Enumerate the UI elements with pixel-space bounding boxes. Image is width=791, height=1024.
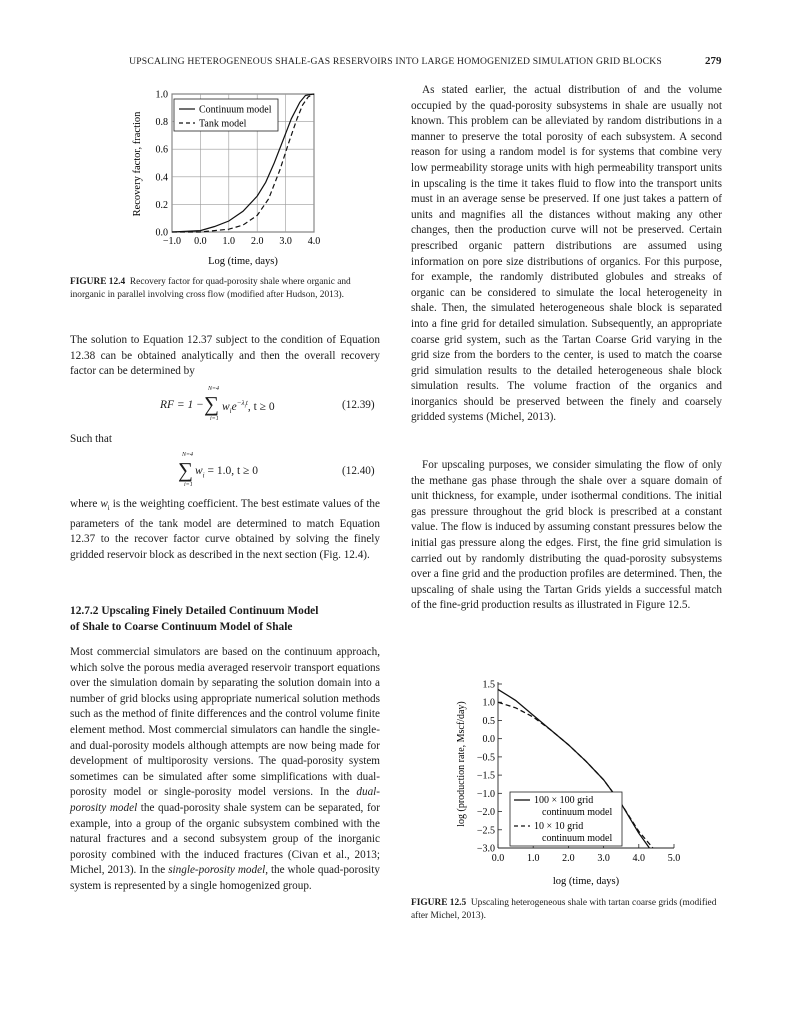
y-tick-label: −2.0	[476, 807, 495, 819]
figure-12-4-chart	[128, 84, 333, 269]
y-tick-label: 0.8	[155, 117, 168, 129]
caption-text: Upscaling heterogeneous shale with tartan coarse grids (modified after Michel, 2013).	[411, 898, 717, 921]
x-axis-label: Log (time, days)	[208, 256, 278, 267]
caption-text: Recovery factor for quad-porosity shale where organic and inorganic in parallel involving cross flow (modified after Hudson, 2013).	[70, 277, 351, 300]
left-paragraph-1: The solution to Equation 12.37 subject to the condition of Equation 12.38 can be obtained analytically and then the overall recovery factor can be determined by	[70, 334, 380, 378]
left-paragraph-2: where $w_i$ is the weighting coefficient. The best estimate values of the parameters of the tank model are determined to match Equation 12.37 to the recover factor curve obtained by solving the finely gridded reservoir block as described in the next section (Fig. 12.4).	[70, 498, 380, 562]
legend-label-coarse-grid: 10 × 10 grid continuum model	[534, 821, 613, 844]
running-header: UPSCALING HETEROGENEOUS SHALE-GAS RESERVOIRS INTO LARGE HOMOGENIZED SIMULATION GRID BLOCKS	[129, 56, 662, 67]
x-tick-label: 0.0	[491, 853, 505, 864]
y-tick-label: 0.0	[482, 734, 495, 746]
x-tick-label: 4.0	[307, 236, 321, 247]
y-axis-label: Recovery factor, fraction	[132, 111, 143, 217]
y-tick-label: −2.5	[476, 825, 495, 837]
equation-12-39: RF = 1 − N=4 ∑ i=1 $w_ie^{-\lambda_it}$, t ≥ 0 (12.39)	[160, 386, 375, 422]
equation-number-12-40: (12.40)	[342, 465, 375, 477]
x-tick-label: 3.0	[279, 236, 292, 247]
x-tick-label: 1.0	[222, 236, 236, 247]
y-tick-label: −1.5	[476, 770, 495, 782]
right-paragraph-2: For upscaling purposes, we consider simulating the flow of only the methane gas phase through the shale over a square domain of unit thickness, for example, under isothermal conditions. The initial gas pressure throughout the grid block is prescribed at a constant value. The flow is induced by assuming constant pressures below the initial gas pressure along the edges. First, the fine grid simulation is carried out by randomly distributing the quad-porosity subsystems over a fine grid and the production profiles are determined. Then, the upscaling of shale using the Tartan Grids yields a successful match of the fine-grid production results as illustrated in Figure 12.5.	[411, 459, 722, 612]
left-paragraph-3: Most commercial simulators are based on the continuum approach, which solve the porous media averaged reservoir transport equations over the simulation domain by separating the solution domain into a number of grid blocks using appropriate numerical solution methods such as the method of finite differences and the control volume finite element method. Most commercial simulators can handle the single- and dual-porosity models although attempts are now being made for development of multiporosity versions. The quad-porosity system sometimes can be simulated after some simplifications with dual-porosity model or single-porosity model versions. In the dual-porosity model the quad-porosity shale system can be separated, for example, into a group of the organic subsystem combined with the natural fractures and a second subsystem group of the inorganic porosity combined with the induced fractures (Civan et al., 2013; Michel, 2013). In the single-porosity model, the whole quad-porosity system is represented by a single homogenized group.	[70, 646, 380, 892]
right-paragraph-1: As stated earlier, the actual distribution of and the volume occupied by the quad-porosity subsystems in shale are usually not known. This problem can be alleviated by random distributions in a manner to preserve the total porosity of each subsystem. A second reason for using a random model is for systems that combine very low permeability storage units with high permeability transport units in upscaling is the time it takes fluid to flow into the transport units must in an average sense be preserved. If one just takes a pattern of units and magnifies all the distances without making any other changes, then the production curve will not be preserved. Certain prescribed organic pattern distributions are assumed using information on pore size distributions of organics. For this purpose, for example, the randomly distributed globules and streaks of organic can be considered to simulate the local heterogeneity in shale. Then, the simulated heterogeneous shale block is separated into a fine grid for detailed simulation. Subsequently, an appropriate coarse grid system, such as the Tartan Coarse Grid varying in the grid size from the borders to the center, is used to match the coarse grid simulation results to the detailed heterogeneous shale block simulation results. The volume fraction of the organics and inorganics should be preserved between the finely and coarsely gridded systems (Michel, 2013).	[411, 84, 722, 424]
x-tick-label: 2.0	[250, 236, 264, 247]
y-tick-label: −1.0	[476, 788, 495, 800]
y-tick-label: −3.0	[476, 843, 495, 855]
y-tick-label: −0.5	[476, 752, 495, 764]
x-tick-label: 5.0	[667, 853, 681, 864]
figure-12-5-caption	[411, 897, 722, 922]
figure-12-5-chart	[452, 672, 684, 890]
y-tick-label: 1.0	[482, 697, 495, 709]
page-number: 279	[705, 55, 722, 67]
y-tick-label: 1.5	[482, 679, 495, 691]
legend-label-continuum: Continuum model	[199, 104, 272, 116]
y-tick-label: 0.4	[155, 172, 168, 184]
legend-label-fine-grid: 100 × 100 grid continuum model	[534, 795, 613, 818]
section-heading-12-7-2: 12.7.2 Upscaling Finely Detailed Continuum Model of Shale to Coarse Continuum Model of Shale	[70, 605, 319, 633]
x-axis-label: log (time, days)	[552, 876, 620, 887]
x-tick-label: −1.0	[162, 236, 182, 247]
figure-12-4-caption	[70, 276, 380, 301]
legend-label-tank: Tank model	[199, 118, 247, 130]
caption-label: FIGURE 12.4	[70, 277, 126, 287]
y-tick-label: 0.6	[155, 144, 168, 156]
y-tick-label: 0.2	[155, 199, 168, 211]
x-tick-label: 3.0	[597, 853, 610, 864]
x-tick-label: 1.0	[526, 853, 540, 864]
x-tick-label: 0.0	[194, 236, 207, 247]
equation-number-12-39: (12.39)	[342, 399, 375, 411]
y-axis-label: log (production rate, Mscf/day)	[456, 701, 467, 827]
such-that-text: Such that	[70, 433, 112, 445]
x-tick-label: 2.0	[562, 853, 575, 864]
y-tick-label: 0.0	[155, 227, 168, 239]
y-tick-label: 1.0	[155, 89, 168, 101]
equation-12-40: N=4 ∑ i=1 $w_i = 1.0$, t ≥ 0 (12.40)	[178, 452, 375, 488]
caption-label: FIGURE 12.5	[411, 898, 467, 908]
x-tick-label: 4.0	[632, 853, 646, 864]
y-tick-label: 0.5	[482, 715, 495, 727]
